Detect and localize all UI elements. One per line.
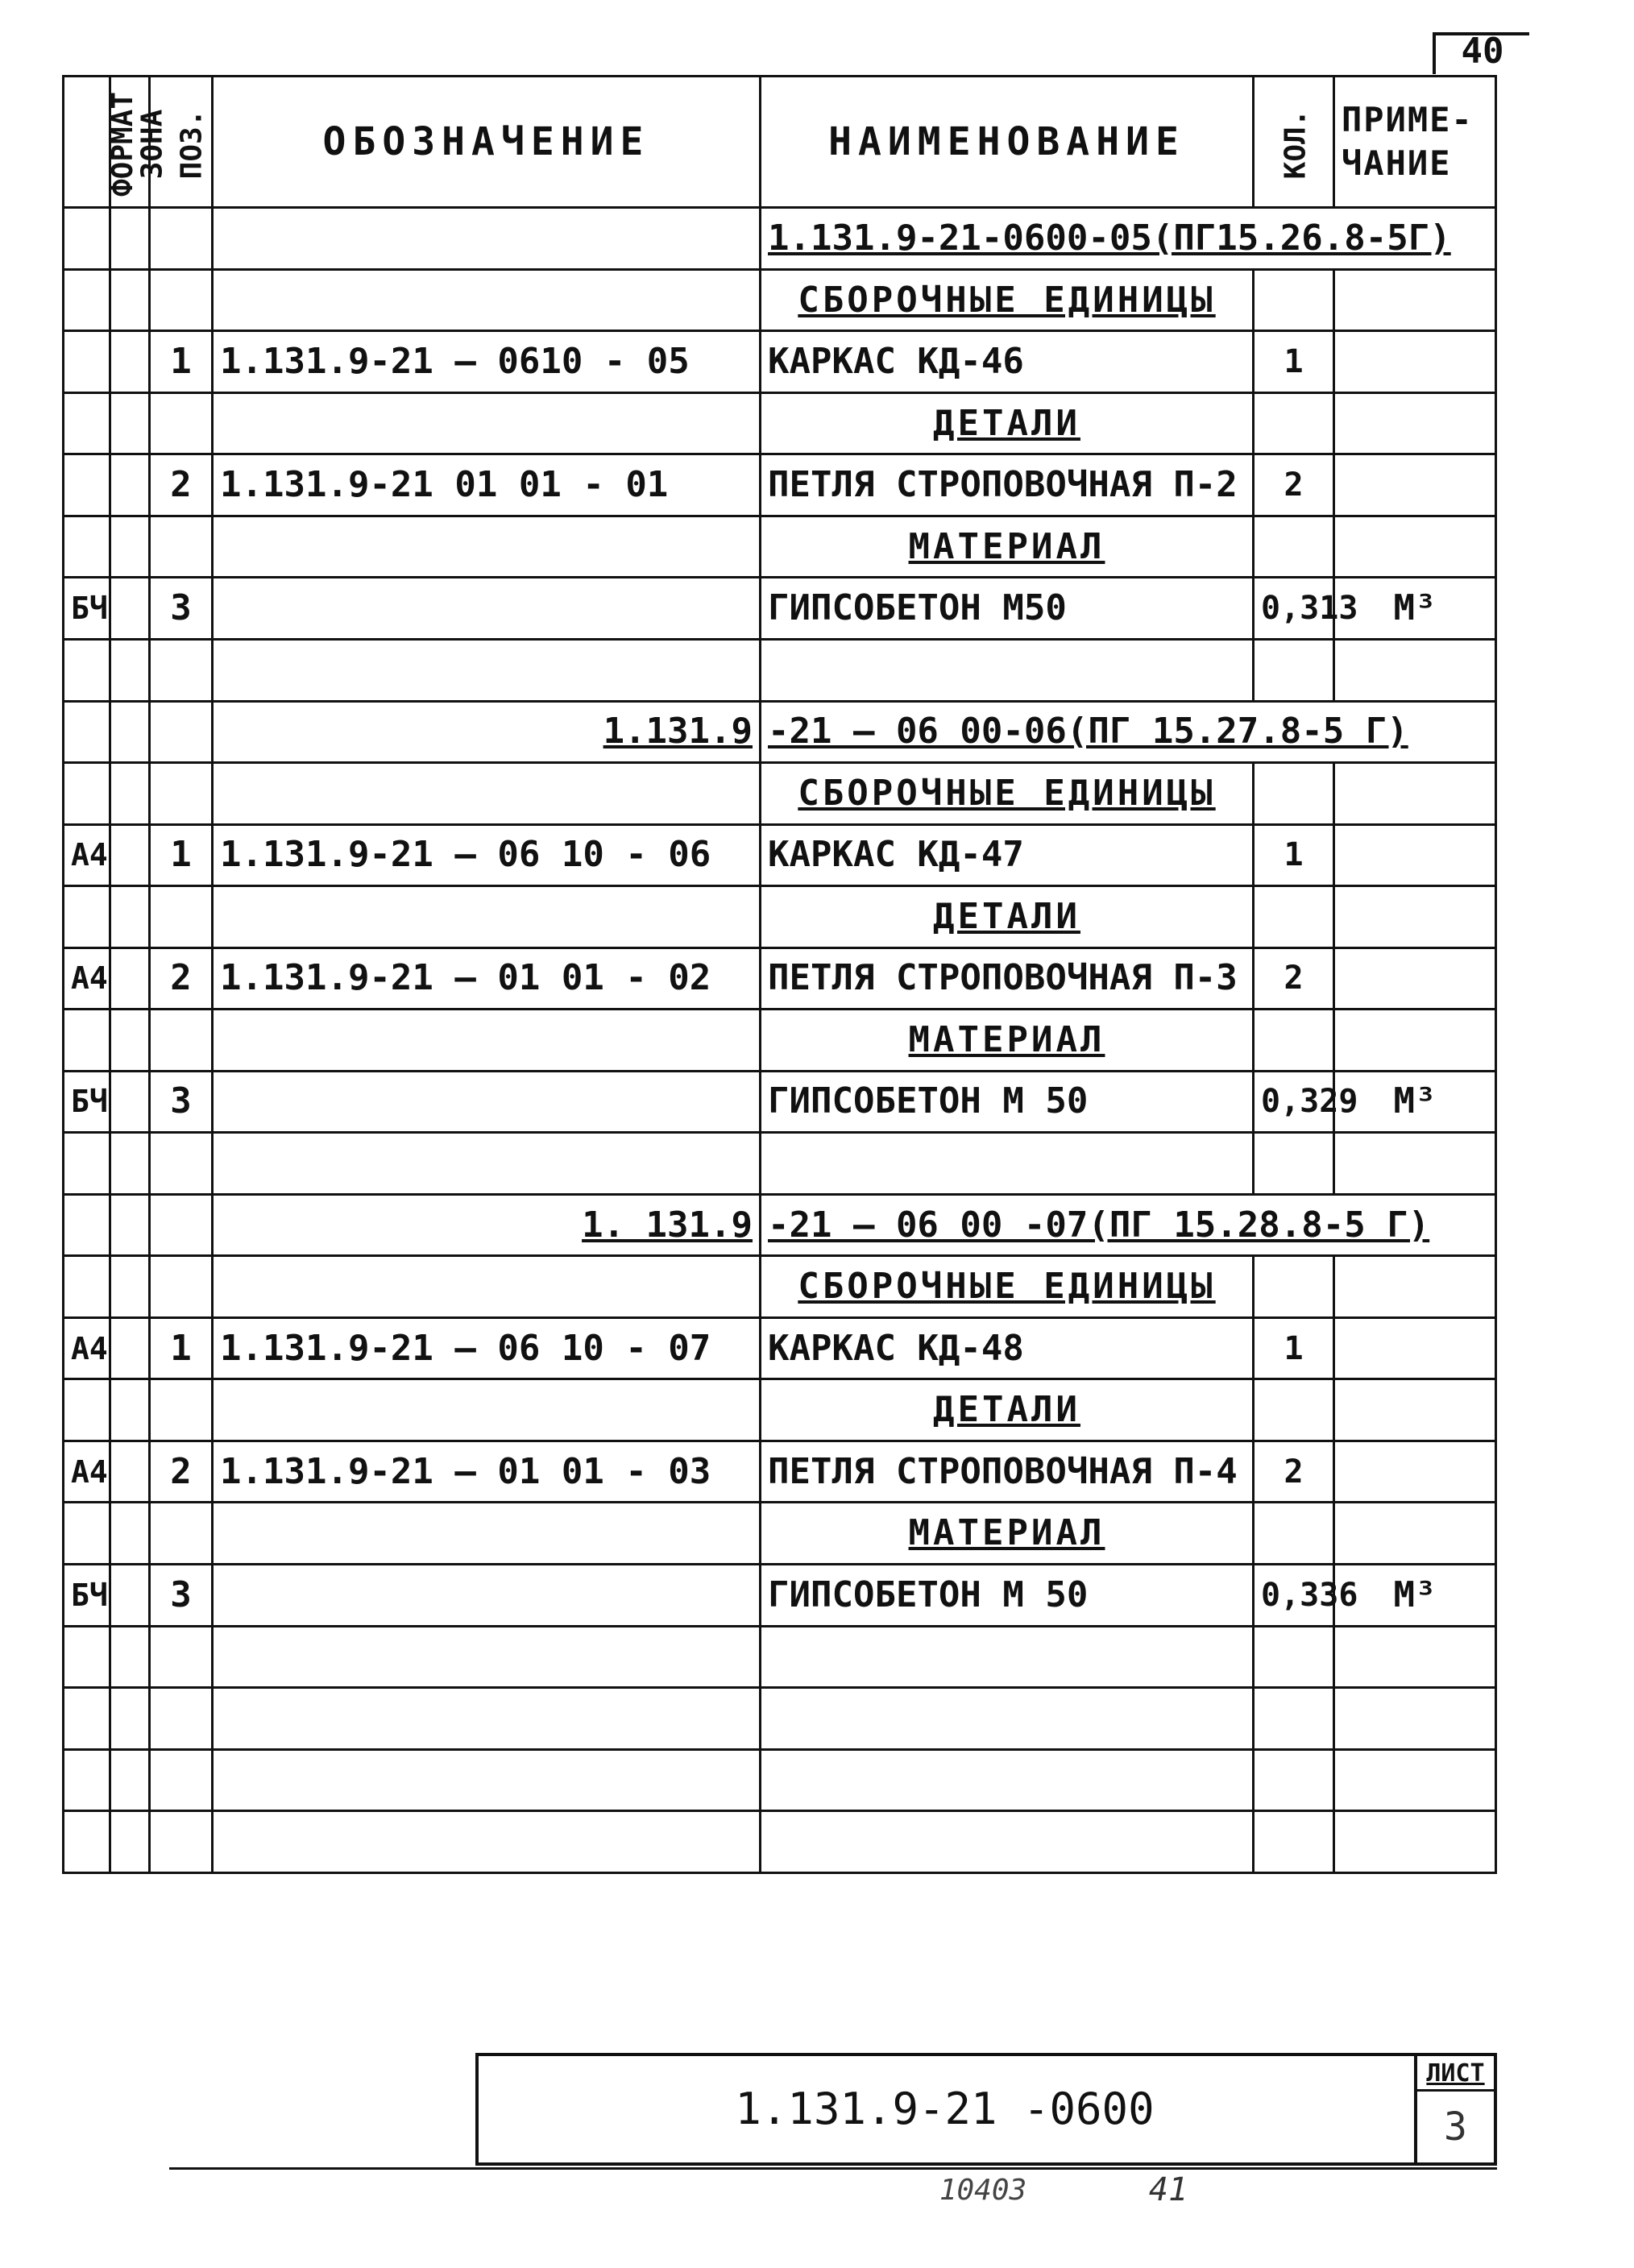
header-format: ФОРМАТ <box>64 77 110 208</box>
table-row <box>64 824 1496 886</box>
cell-qty: 1 <box>1254 331 1334 393</box>
cell-format: БЧ <box>64 578 110 640</box>
table-row <box>64 454 1496 516</box>
specification-table <box>62 75 1497 1874</box>
cell-designation: 1.131.9-21 — 0610 - 05 <box>213 331 761 393</box>
table-row <box>64 1564 1496 1626</box>
document-code: 1.131.9-21 -0600 <box>735 2083 1155 2134</box>
cell-format <box>64 454 110 516</box>
header-zone: ЗОНА <box>110 77 150 208</box>
cell-designation <box>213 1071 761 1133</box>
table-row <box>64 1194 1496 1256</box>
cell-pos: 3 <box>150 1564 213 1626</box>
section-heading: МАТЕРИАЛ <box>761 516 1254 578</box>
table-row <box>64 269 1496 331</box>
table-row <box>64 640 1496 702</box>
cell-qty: 2 <box>1254 454 1334 516</box>
cell-qty: 0,336 <box>1254 1564 1334 1626</box>
table-row <box>64 516 1496 578</box>
page-number: 41 <box>1148 2171 1188 2208</box>
cell-designation: 1.131.9-21 — 01 01 - 03 <box>213 1441 761 1503</box>
subtitle-designation-left: 1. 131.9 <box>213 1194 761 1256</box>
cell-name: ПЕТЛЯ СТРОПОВОЧНАЯ П-2 <box>761 454 1254 516</box>
cell-format: А4 <box>64 824 110 886</box>
table-row <box>64 1256 1496 1318</box>
table-row <box>64 1010 1496 1072</box>
table-row <box>64 1503 1496 1565</box>
cell-note: М³ <box>1334 578 1496 640</box>
cell-name: КАРКАС КД-47 <box>761 824 1254 886</box>
cell-note <box>1334 947 1496 1010</box>
table-row <box>64 578 1496 640</box>
cell-format <box>64 331 110 393</box>
cell-pos: 1 <box>150 1317 213 1379</box>
table-row <box>64 1133 1496 1195</box>
header-designation: ОБОЗНАЧЕНИЕ <box>213 77 761 208</box>
section-heading: СБОРОЧНЫЕ ЕДИНИЦЫ <box>761 763 1254 825</box>
header-note: ПРИМЕ-ЧАНИЕ <box>1334 77 1496 208</box>
table-row <box>64 1749 1496 1811</box>
cell-pos: 3 <box>150 578 213 640</box>
cell-qty: 0,313 <box>1254 578 1334 640</box>
cell-format: А4 <box>64 1317 110 1379</box>
subtitle-designation-left: 1.131.9 <box>213 701 761 763</box>
cell-note <box>1334 454 1496 516</box>
cell-designation: 1.131.9-21 — 06 10 - 07 <box>213 1317 761 1379</box>
cell-note: М³ <box>1334 1071 1496 1133</box>
cell-name: ГИПСОБЕТОН М 50 <box>761 1564 1254 1626</box>
cell-qty: 1 <box>1254 824 1334 886</box>
table-row <box>64 331 1496 393</box>
header-row <box>64 77 1496 208</box>
cell-note <box>1334 824 1496 886</box>
cell-name: КАРКАС КД-48 <box>761 1317 1254 1379</box>
cell-format: БЧ <box>64 1564 110 1626</box>
cell-qty: 2 <box>1254 947 1334 1010</box>
cell-pos: 2 <box>150 454 213 516</box>
cell-name: ПЕТЛЯ СТРОПОВОЧНАЯ П-4 <box>761 1441 1254 1503</box>
cell-name: ПЕТЛЯ СТРОПОВОЧНАЯ П-3 <box>761 947 1254 1010</box>
cell-note <box>1334 331 1496 393</box>
cell-format: БЧ <box>64 1071 110 1133</box>
section-heading: МАТЕРИАЛ <box>761 1503 1254 1565</box>
cell-designation: 1.131.9-21 — 06 10 - 06 <box>213 824 761 886</box>
section-heading: ДЕТАЛИ <box>761 886 1254 948</box>
table-row <box>64 1071 1496 1133</box>
subtitle-designation: 1.131.9-21-0600-05(ПГ15.26.8-5Г) <box>761 208 1496 270</box>
table-row <box>64 947 1496 1010</box>
cell-pos: 3 <box>150 1071 213 1133</box>
table-row <box>64 1441 1496 1503</box>
cell-pos: 1 <box>150 331 213 393</box>
section-heading: ДЕТАЛИ <box>761 1379 1254 1441</box>
sheet-number: 40 <box>1461 31 1504 72</box>
cell-designation: 1.131.9-21 01 01 - 01 <box>213 454 761 516</box>
table-row <box>64 701 1496 763</box>
table-row <box>64 763 1496 825</box>
cell-designation <box>213 1564 761 1626</box>
cell-pos: 2 <box>150 1441 213 1503</box>
table-row <box>64 208 1496 270</box>
section-heading: СБОРОЧНЫЕ ЕДИНИЦЫ <box>761 1256 1254 1318</box>
cell-qty: 2 <box>1254 1441 1334 1503</box>
table-row <box>64 1379 1496 1441</box>
inventory-number: 10403 <box>939 2174 1027 2207</box>
table-row <box>64 1688 1496 1750</box>
table-row <box>64 392 1496 454</box>
section-heading: СБОРОЧНЫЕ ЕДИНИЦЫ <box>761 269 1254 331</box>
cell-name: ГИПСОБЕТОН М50 <box>761 578 1254 640</box>
section-heading: ДЕТАЛИ <box>761 392 1254 454</box>
section-heading: МАТЕРИАЛ <box>761 1010 1254 1072</box>
header-pos: ПОЗ. <box>150 77 213 208</box>
cell-qty: 0,329 <box>1254 1071 1334 1133</box>
table-row <box>64 886 1496 948</box>
cell-note: М³ <box>1334 1564 1496 1626</box>
header-name: НАИМЕНОВАНИЕ <box>761 77 1254 208</box>
header-qty: КОЛ. <box>1254 77 1334 208</box>
cell-note <box>1334 1441 1496 1503</box>
table-row <box>64 1811 1496 1873</box>
bottom-rule <box>169 2167 1497 2170</box>
sheet-number-value: 3 <box>1444 2104 1467 2150</box>
cell-name: ГИПСОБЕТОН М 50 <box>761 1071 1254 1133</box>
cell-pos: 1 <box>150 824 213 886</box>
table-row <box>64 1317 1496 1379</box>
cell-qty: 1 <box>1254 1317 1334 1379</box>
cell-designation: 1.131.9-21 — 01 01 - 02 <box>213 947 761 1010</box>
cell-name: КАРКАС КД-46 <box>761 331 1254 393</box>
cell-note <box>1334 1317 1496 1379</box>
cell-format: А4 <box>64 947 110 1010</box>
subtitle-designation-right: -21 — 06 00-06(ПГ 15.27.8-5 Г) <box>761 701 1496 763</box>
cell-pos: 2 <box>150 947 213 1010</box>
subtitle-designation-right: -21 — 06 00 -07(ПГ 15.28.8-5 Г) <box>761 1194 1496 1256</box>
cell-designation <box>213 578 761 640</box>
table-row <box>64 1626 1496 1688</box>
cell-format: А4 <box>64 1441 110 1503</box>
sheet-label: ЛИСТ <box>1414 2056 1497 2092</box>
